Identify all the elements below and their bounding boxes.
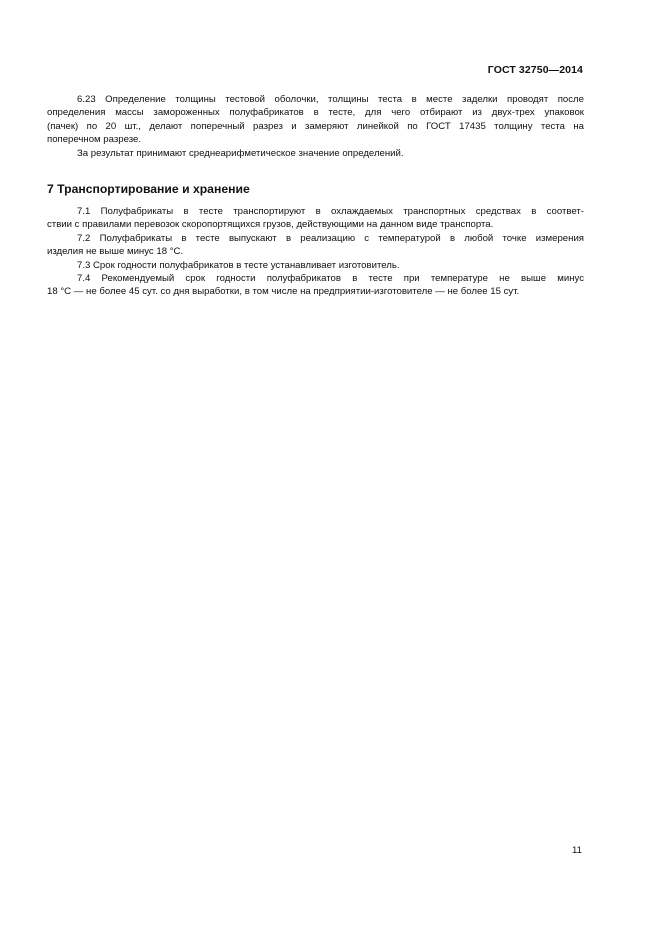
paragraph-7-3: [77, 259, 584, 272]
paragraph-7-4: [47, 272, 584, 299]
page-number: 11: [572, 845, 582, 856]
paragraph-7-2: [47, 232, 584, 259]
section-7-heading: 7 Транспортирование и хранение: [47, 182, 250, 197]
paragraph-line: определения массы замороженных полуфабрикатов в тесте, для чего отбирают из двух-трех упаковок: [47, 107, 584, 119]
paragraph-7-1: [47, 205, 584, 232]
paragraph-6-23: [47, 93, 584, 147]
paragraph-line: поперечном разрезе.: [47, 134, 142, 146]
standard-code-header: ГОСТ 32750—2014: [487, 64, 583, 76]
page-content: [47, 93, 584, 299]
paragraph-line: 18 °С — не более 45 сут. со дня выработки, в том числе на предприятии-изготовителе — не более 15 сут.: [47, 286, 520, 298]
paragraph-line: 6.23 Определение толщины тестовой оболочки, толщины теста в месте заделки проводят после: [77, 94, 584, 105]
paragraph-line: 7.4 Рекомендуемый срок годности полуфабрикатов в тесте при температуре не выше минус: [77, 273, 584, 285]
paragraph-line: 7.2 Полуфабрикаты в тесте выпускают в реализацию с температурой в любой точке измерения: [77, 232, 584, 244]
paragraph-line: изделия не выше минус 18 °С.: [47, 246, 184, 258]
paragraph-result: [77, 147, 584, 160]
paragraph-line: ствии с правилами перевозок скоропортящихся грузов, действующими на данном виде транспорта.: [47, 219, 494, 231]
paragraph-line: (пачек) по 20 шт., делают поперечный разрез и замеряют линейкой по ГОСТ 17435 толщину теста на: [47, 120, 584, 132]
paragraph-line: 7.1 Полуфабрикаты в тесте транспортируют в охлаждаемых транспортных средствах в соответ-: [77, 206, 584, 218]
paragraph-line: За результат принимают среднеарифметическое значение определений.: [77, 147, 404, 159]
paragraph-line: 7.3 Срок годности полуфабрикатов в тесте устанавливает изготовитель.: [77, 259, 400, 271]
